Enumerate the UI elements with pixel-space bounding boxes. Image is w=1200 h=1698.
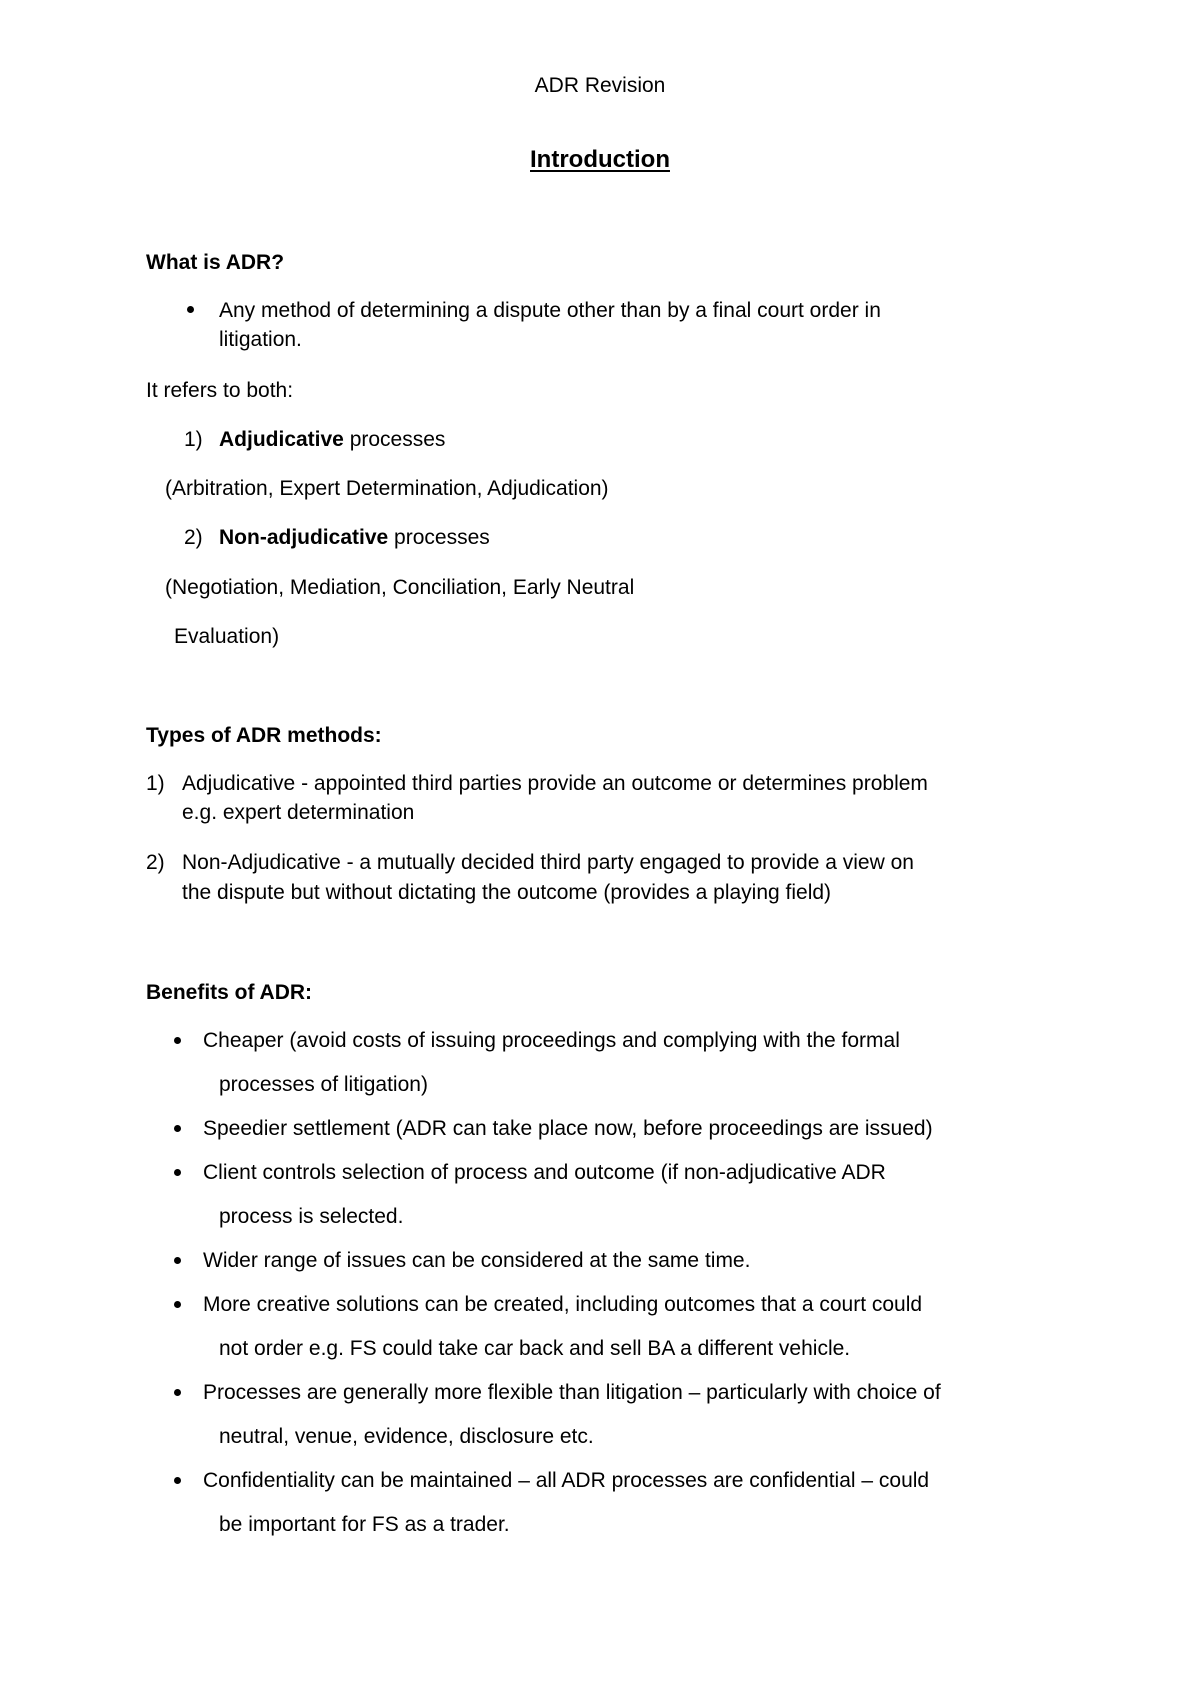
refers-to-text: It refers to both: [146, 379, 294, 402]
item1-bold: Adjudicative [219, 428, 344, 451]
what-is-adr-heading: What is ADR? [146, 251, 285, 274]
bullet-icon [174, 1125, 181, 1132]
benefit-7-line-2: be important for FS as a trader. [219, 1513, 510, 1536]
types-item-1-line-2: e.g. expert determination [182, 801, 415, 824]
types-item-2-line-1: Non-Adjudicative - a mutually decided third party engaged to provide a view on [182, 851, 914, 874]
item1-examples: (Arbitration, Expert Determination, Adjudication) [165, 477, 609, 500]
section-title: Introduction [530, 146, 670, 173]
types-item-1-number: 1) [146, 772, 165, 795]
item2-bold: Non-adjudicative [219, 526, 389, 549]
benefit-5-line-1: More creative solutions can be created, including outcomes that a court could [203, 1293, 923, 1316]
benefit-5-line-2: not order e.g. FS could take car back and sell BA a different vehicle. [219, 1337, 851, 1360]
bullet-icon [174, 1257, 181, 1264]
item2-number: 2) [184, 526, 203, 549]
item2-examples-line-1: (Negotiation, Mediation, Conciliation, Early Neutral [165, 576, 635, 599]
document-title: ADR Revision [534, 74, 666, 97]
item2-examples-line-2: Evaluation) [174, 625, 280, 648]
bullet-icon [187, 306, 194, 313]
item2-rest: processes [388, 526, 490, 549]
item1-label [219, 429, 445, 450]
benefit-6-line-2: neutral, venue, evidence, disclosure etc. [219, 1425, 594, 1448]
benefit-7-line-1: Confidentiality can be maintained – all ADR processes are confidential – could [203, 1469, 930, 1492]
definition-line-2: litigation. [219, 328, 302, 351]
bullet-icon [174, 1037, 181, 1044]
item1-rest: processes [343, 428, 446, 451]
types-item-2-line-2: the dispute but without dictating the outcome (provides a playing field) [182, 881, 832, 904]
benefit-1-line-1: Cheaper (avoid costs of issuing proceedings and complying with the formal [203, 1029, 900, 1052]
types-item-2-number: 2) [146, 851, 165, 874]
types-heading: Types of ADR methods: [146, 724, 382, 747]
benefit-2-line-1: Speedier settlement (ADR can take place now, before proceedings are issued) [203, 1117, 933, 1140]
benefit-3-line-2: process is selected. [219, 1205, 404, 1228]
item2-label [219, 527, 490, 548]
benefit-6-line-1: Processes are generally more flexible than litigation – particularly with choice of [203, 1381, 941, 1404]
bullet-icon [174, 1477, 181, 1484]
benefit-4-line-1: Wider range of issues can be considered at the same time. [203, 1249, 751, 1272]
definition-line-1: Any method of determining a dispute other than by a final court order in [219, 299, 881, 322]
benefit-1-line-2: processes of litigation) [219, 1073, 428, 1096]
types-item-1-line-1: Adjudicative - appointed third parties provide an outcome or determines problem [182, 772, 928, 795]
benefit-3-line-1: Client controls selection of process and outcome (if non-adjudicative ADR [203, 1161, 886, 1184]
bullet-icon [174, 1301, 181, 1308]
benefits-heading: Benefits of ADR: [146, 981, 313, 1004]
bullet-icon [174, 1169, 181, 1176]
item1-number: 1) [184, 428, 203, 451]
bullet-icon [174, 1389, 181, 1396]
